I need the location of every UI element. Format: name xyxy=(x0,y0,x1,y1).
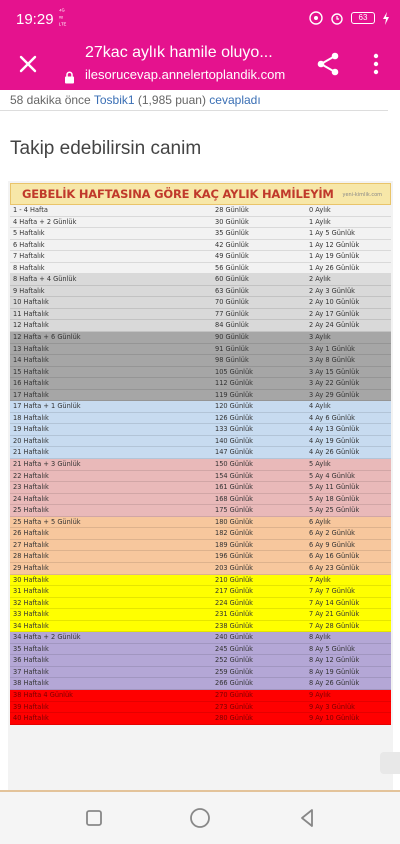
table-row xyxy=(10,274,391,286)
table-row xyxy=(10,551,391,563)
days-cell: 126 Günlük xyxy=(215,413,253,422)
days-cell: 168 Günlük xyxy=(215,494,253,503)
table-row xyxy=(10,390,391,402)
months-cell: 4 Ay 6 Günlük xyxy=(309,413,355,422)
months-cell: 9 Ay 3 Günlük xyxy=(309,702,355,711)
days-cell: 240 Günlük xyxy=(215,633,253,642)
table-row xyxy=(10,494,391,506)
table-row xyxy=(10,263,391,275)
days-cell: 180 Günlük xyxy=(215,517,253,526)
week-cell: 38 Hafta 4 Günlük xyxy=(13,690,74,699)
week-cell: 12 Hafta + 6 Günlük xyxy=(13,333,81,342)
media-icon xyxy=(309,11,323,25)
months-cell: 2 Ay 10 Günlük xyxy=(309,298,360,307)
table-row xyxy=(10,286,391,298)
table-row xyxy=(10,644,391,656)
table-row xyxy=(10,690,391,702)
table-row xyxy=(10,678,391,690)
months-cell: 3 Ay 1 Günlük xyxy=(309,344,355,353)
months-cell: 4 Ay 26 Günlük xyxy=(309,448,360,457)
week-cell: 4 Hafta + 2 Günlük xyxy=(13,217,77,226)
days-cell: 175 Günlük xyxy=(215,506,253,515)
lock-icon xyxy=(64,71,75,84)
days-cell: 270 Günlük xyxy=(215,690,253,699)
days-cell: 56 Günlük xyxy=(215,263,249,272)
table-row xyxy=(10,621,391,633)
table-row xyxy=(10,540,391,552)
table-row xyxy=(10,251,391,263)
days-cell: 91 Günlük xyxy=(215,344,249,353)
week-cell: 14 Haftalık xyxy=(13,356,49,365)
table-row xyxy=(10,240,391,252)
days-cell: 189 Günlük xyxy=(215,540,253,549)
browser-toolbar xyxy=(0,38,400,90)
more-options-icon[interactable] xyxy=(366,49,386,79)
days-cell: 224 Günlük xyxy=(215,598,253,607)
days-cell: 245 Günlük xyxy=(215,644,253,653)
table-row xyxy=(10,667,391,679)
months-cell: 9 Aylık xyxy=(309,690,331,699)
week-cell: 21 Hafta + 3 Günlük xyxy=(13,460,81,469)
months-cell: 2 Ay 17 Günlük xyxy=(309,309,360,318)
days-cell: 182 Günlük xyxy=(215,529,253,538)
months-cell: 6 Aylık xyxy=(309,517,331,526)
week-cell: 29 Haftalık xyxy=(13,563,49,572)
days-cell: 90 Günlük xyxy=(215,333,249,342)
months-cell: 8 Aylık xyxy=(309,633,331,642)
share-icon[interactable] xyxy=(315,51,341,77)
divider xyxy=(0,110,388,111)
months-cell: 8 Ay 26 Günlük xyxy=(309,679,360,688)
days-cell: 84 Günlük xyxy=(215,321,249,330)
days-cell: 28 Günlük xyxy=(215,206,249,214)
week-cell: 37 Haftalık xyxy=(13,667,49,676)
table-row xyxy=(10,217,391,229)
week-cell: 10 Haftalık xyxy=(13,298,49,307)
months-cell: 1 Ay 26 Günlük xyxy=(309,263,360,272)
months-cell: 6 Ay 16 Günlük xyxy=(309,552,360,561)
months-cell: 5 Aylık xyxy=(309,460,331,469)
days-cell: 154 Günlük xyxy=(215,471,253,480)
months-cell: 1 Ay 12 Günlük xyxy=(309,240,360,249)
alarm-icon xyxy=(330,11,344,25)
days-cell: 238 Günlük xyxy=(215,621,253,630)
table-row xyxy=(10,702,391,714)
days-cell: 105 Günlük xyxy=(215,367,253,376)
week-cell: 23 Haftalık xyxy=(13,483,49,492)
week-cell: 30 Haftalık xyxy=(13,575,49,584)
days-cell: 147 Günlük xyxy=(215,448,253,457)
months-cell: 1 Aylık xyxy=(309,217,331,226)
user-points: (1,985 puan) xyxy=(137,93,206,107)
months-cell: 2 Aylık xyxy=(309,275,331,284)
days-cell: 120 Günlük xyxy=(215,402,253,411)
week-cell: 35 Haftalık xyxy=(13,644,49,653)
week-cell: 12 Haftalık xyxy=(13,321,49,330)
days-cell: 231 Günlük xyxy=(215,610,253,619)
months-cell: 3 Ay 29 Günlük xyxy=(309,390,360,399)
charging-icon xyxy=(382,12,390,25)
table-row xyxy=(10,320,391,332)
days-cell: 35 Günlük xyxy=(215,229,249,238)
months-cell: 6 Ay 23 Günlük xyxy=(309,563,360,572)
table-row xyxy=(10,436,391,448)
answer-text: Takip edebilirsin canim xyxy=(10,138,202,159)
table-row xyxy=(10,528,391,540)
table-row xyxy=(10,471,391,483)
table-row xyxy=(10,378,391,390)
page-content xyxy=(0,90,400,792)
back-icon[interactable] xyxy=(296,806,320,830)
week-cell: 8 Haftalık xyxy=(13,263,45,272)
week-cell: 22 Haftalık xyxy=(13,471,49,480)
close-icon[interactable] xyxy=(14,50,42,78)
months-cell: 5 Ay 11 Günlük xyxy=(309,483,360,492)
months-cell: 2 Ay 24 Günlük xyxy=(309,321,360,330)
week-cell: 40 Haftalık xyxy=(13,714,49,723)
home-icon[interactable] xyxy=(188,806,212,830)
months-cell: 4 Ay 13 Günlük xyxy=(309,425,360,434)
months-cell: 6 Ay 2 Günlük xyxy=(309,529,355,538)
months-cell: 7 Ay 21 Günlük xyxy=(309,610,360,619)
days-cell: 30 Günlük xyxy=(215,217,249,226)
months-cell: 5 Ay 18 Günlük xyxy=(309,494,360,503)
days-cell: 119 Günlük xyxy=(215,390,253,399)
table-row xyxy=(10,598,391,610)
page-url[interactable]: ilesorucevap.annelertoplandik.com xyxy=(85,67,286,82)
days-cell: 150 Günlük xyxy=(215,460,253,469)
days-cell: 63 Günlük xyxy=(215,286,249,295)
week-cell: 38 Haftalık xyxy=(13,679,49,688)
week-cell: 26 Haftalık xyxy=(13,529,49,538)
user-link[interactable]: Tosbik1 xyxy=(93,93,135,107)
week-cell: 8 Hafta + 4 Günlük xyxy=(13,275,77,284)
week-cell: 34 Hafta + 2 Günlük xyxy=(13,633,81,642)
table-site: yeni-kimlik.com xyxy=(342,192,382,198)
week-cell: 11 Haftalık xyxy=(13,309,49,318)
recent-apps-icon[interactable] xyxy=(82,806,106,830)
table-row xyxy=(10,228,391,240)
pregnancy-table xyxy=(10,205,391,725)
days-cell: 196 Günlük xyxy=(215,552,253,561)
months-cell: 0 Aylık xyxy=(309,206,331,214)
days-cell: 70 Günlük xyxy=(215,298,249,307)
week-cell: 25 Hafta + 5 Günlük xyxy=(13,517,81,526)
week-cell: 36 Haftalık xyxy=(13,656,49,665)
table-row xyxy=(10,517,391,529)
battery-icon xyxy=(351,12,375,24)
months-cell: 1 Ay 5 Günlük xyxy=(309,229,355,238)
table-row xyxy=(10,482,391,494)
days-cell: 112 Günlük xyxy=(215,379,253,388)
days-cell: 60 Günlük xyxy=(215,275,249,284)
table-row xyxy=(10,655,391,667)
days-cell: 42 Günlük xyxy=(215,240,249,249)
months-cell: 2 Ay 3 Günlük xyxy=(309,286,355,295)
days-cell: 210 Günlük xyxy=(215,575,253,584)
week-cell: 28 Haftalık xyxy=(13,552,49,561)
months-cell: 7 Ay 7 Günlük xyxy=(309,587,355,596)
week-cell: 16 Haftalık xyxy=(13,379,49,388)
days-cell: 77 Günlük xyxy=(215,309,249,318)
months-cell: 9 Ay 10 Günlük xyxy=(309,714,360,723)
days-cell: 203 Günlük xyxy=(215,563,253,572)
table-row xyxy=(10,355,391,367)
days-cell: 273 Günlük xyxy=(215,702,253,711)
table-row xyxy=(10,713,391,725)
months-cell: 6 Ay 9 Günlük xyxy=(309,540,355,549)
pregnancy-table-image[interactable] xyxy=(8,181,393,792)
week-cell: 17 Hafta + 1 Günlük xyxy=(13,402,81,411)
table-row xyxy=(10,505,391,517)
status-bar xyxy=(0,0,400,38)
table-row xyxy=(10,563,391,575)
months-cell: 4 Ay 19 Günlük xyxy=(309,436,360,445)
table-header xyxy=(10,183,391,205)
months-cell: 5 Ay 25 Günlük xyxy=(309,506,360,515)
week-cell: 21 Haftalık xyxy=(13,448,49,457)
scroll-handle[interactable] xyxy=(380,752,400,774)
week-cell: 19 Haftalık xyxy=(13,425,49,434)
months-cell: 7 Ay 28 Günlük xyxy=(309,621,360,630)
months-cell: 1 Ay 19 Günlük xyxy=(309,252,360,261)
days-cell: 280 Günlük xyxy=(215,714,253,723)
week-cell: 27 Haftalık xyxy=(13,540,49,549)
table-row xyxy=(10,309,391,321)
days-cell: 259 Günlük xyxy=(215,667,253,676)
week-cell: 33 Haftalık xyxy=(13,610,49,619)
table-row xyxy=(10,332,391,344)
week-cell: 6 Haftalık xyxy=(13,240,45,249)
days-cell: 133 Günlük xyxy=(215,425,253,434)
table-row xyxy=(10,447,391,459)
months-cell: 7 Aylık xyxy=(309,575,331,584)
week-cell: 13 Haftalık xyxy=(13,344,49,353)
week-cell: 18 Haftalık xyxy=(13,413,49,422)
months-cell: 3 Ay 15 Günlük xyxy=(309,367,360,376)
months-cell: 7 Ay 14 Günlük xyxy=(309,598,360,607)
table-row xyxy=(10,205,391,217)
days-cell: 266 Günlük xyxy=(215,679,253,688)
week-cell: 31 Haftalık xyxy=(13,587,49,596)
week-cell: 17 Haftalık xyxy=(13,390,49,399)
days-cell: 252 Günlük xyxy=(215,656,253,665)
table-title: GEBELİK HAFTASINA GÖRE KAÇ AYLIK HAMİLEYİM xyxy=(22,187,334,201)
months-cell: 4 Aylık xyxy=(309,402,331,411)
days-cell: 98 Günlük xyxy=(215,356,249,365)
months-cell: 3 Ay 8 Günlük xyxy=(309,356,355,365)
table-row xyxy=(10,459,391,471)
months-cell: 3 Aylık xyxy=(309,333,331,342)
week-cell: 9 Haftalık xyxy=(13,286,45,295)
table-row xyxy=(10,413,391,425)
months-cell: 8 Ay 5 Günlük xyxy=(309,644,355,653)
week-cell: 39 Haftalık xyxy=(13,702,49,711)
week-cell: 5 Haftalık xyxy=(13,229,45,238)
days-cell: 161 Günlük xyxy=(215,483,253,492)
table-row xyxy=(10,632,391,644)
table-row xyxy=(10,586,391,598)
table-row xyxy=(10,367,391,379)
week-cell: 32 Haftalık xyxy=(13,598,49,607)
week-cell: 24 Haftalık xyxy=(13,494,49,503)
months-cell: 8 Ay 19 Günlük xyxy=(309,667,360,676)
week-cell: 25 Haftalık xyxy=(13,506,49,515)
table-row xyxy=(10,424,391,436)
answer-time: 58 dakika önce xyxy=(10,93,91,107)
week-cell: 7 Haftalık xyxy=(13,252,45,261)
battery-level: 63 xyxy=(358,13,368,22)
status-icons xyxy=(309,11,390,25)
months-cell: 5 Ay 4 Günlük xyxy=(309,471,355,480)
network-indicator: ⁴ᴳ ᵛᵒ ᴸᵀᴱ xyxy=(59,9,67,29)
answered-link[interactable]: cevapladı xyxy=(209,93,261,107)
months-cell: 3 Ay 22 Günlük xyxy=(309,379,360,388)
status-time: 19:29 xyxy=(16,11,54,28)
days-cell: 49 Günlük xyxy=(215,252,249,261)
table-row xyxy=(10,609,391,621)
table-row xyxy=(10,401,391,413)
days-cell: 140 Günlük xyxy=(215,436,253,445)
answer-meta xyxy=(10,93,261,107)
week-cell: 34 Haftalık xyxy=(13,621,49,630)
months-cell: 8 Ay 12 Günlük xyxy=(309,656,360,665)
week-cell: 1 - 4 Hafta xyxy=(13,206,48,214)
days-cell: 217 Günlük xyxy=(215,587,253,596)
table-row xyxy=(10,344,391,356)
system-nav-bar xyxy=(0,792,400,844)
week-cell: 20 Haftalık xyxy=(13,436,49,445)
page-title: 27kac aylık hamile oluyo... xyxy=(85,44,273,61)
week-cell: 15 Haftalık xyxy=(13,367,49,376)
table-row xyxy=(10,575,391,587)
table-row xyxy=(10,297,391,309)
